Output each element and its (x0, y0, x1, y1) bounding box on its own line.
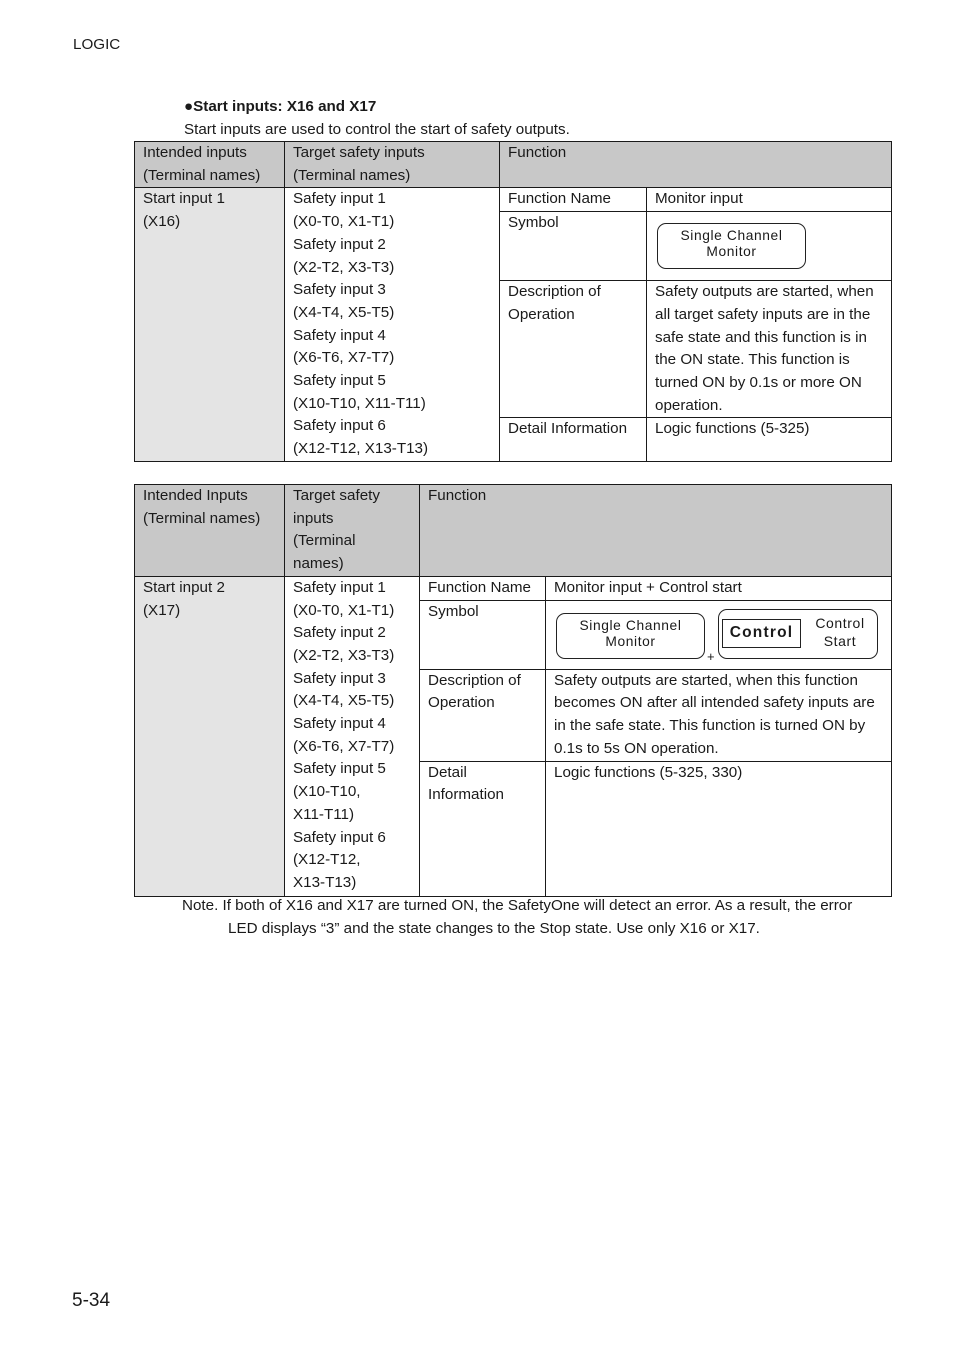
running-header: LOGIC (73, 36, 121, 53)
control-start-text: Control Start (815, 614, 865, 649)
single-channel-monitor-symbol: Single Channel Monitor (556, 613, 705, 659)
section-title: ●Start inputs: X16 and X17 (184, 98, 377, 115)
intended-input-cell: Start input 2 (X17) (135, 576, 285, 896)
detail-info-label: Detail Information (500, 418, 647, 462)
start-input-2-table (134, 484, 892, 897)
note (182, 895, 892, 940)
detail-info-value: Logic functions (5-325, 330) (546, 761, 892, 896)
page-number: 5-34 (72, 1290, 111, 1311)
control-start-symbol (718, 609, 878, 659)
section-intro: Start inputs are used to control the start of safety outputs. (184, 121, 570, 138)
symbol-cell (546, 600, 892, 669)
detail-info-label: Detail Information (420, 761, 546, 896)
function-name-label: Function Name (420, 576, 546, 600)
plus-sign: + (707, 648, 715, 664)
single-channel-monitor-symbol: Single Channel Monitor (657, 223, 806, 269)
col-header-target-inputs: Target safety inputs (Terminal names) (285, 142, 500, 188)
target-inputs-cell: Safety input 1 (X0-T0, X1-T1) Safety input 2 (X2-T2, X3-T3) Safety input 3 (X4-T4, X5-T5) Safety input 4 (X6-T6, X7-T7) Safety input 5 (X10-T10, X11-T11) Safety input 6 (X12-T12, X13-T13) (285, 576, 420, 896)
description-label: Description of Operation (420, 669, 546, 761)
col-header-intended-inputs: Intended Inputs (Terminal names) (135, 485, 285, 577)
description-value: Safety outputs are started, when all target safety inputs are in the safe state and this function is in the ON state. This function is turned ON by 0.1s or more ON operation. (647, 281, 892, 418)
start-input-1-table (134, 141, 892, 462)
note-line-1: Note. If both of X16 and X17 are turned ON, the SafetyOne will detect an error. As a result, the error (182, 897, 853, 914)
function-name-label: Function Name (500, 188, 647, 212)
col-header-target-inputs: Target safety inputs (Terminal names) (285, 485, 420, 577)
symbol-cell (647, 212, 892, 281)
intended-input-cell: Start input 1 (X16) (135, 188, 285, 462)
function-name-value: Monitor input + Control start (546, 576, 892, 600)
detail-info-value: Logic functions (5-325) (647, 418, 892, 462)
col-header-function: Function (420, 485, 892, 577)
control-label: Control (722, 619, 801, 648)
note-line-2: LED displays “3” and the state changes to the Stop state. Use only X16 or X17. (228, 919, 760, 937)
description-label: Description of Operation (500, 281, 647, 418)
symbol-label: Symbol (500, 212, 647, 281)
target-inputs-cell: Safety input 1 (X0-T0, X1-T1) Safety input 2 (X2-T2, X3-T3) Safety input 3 (X4-T4, X5-T5) Safety input 4 (X6-T6, X7-T7) Safety input 5 (X10-T10, X11-T11) Safety input 6 (X12-T12, X13-T13) (285, 188, 500, 462)
col-header-intended-inputs: Intended inputs (Terminal names) (135, 142, 285, 188)
function-name-value: Monitor input (647, 188, 892, 212)
description-value: Safety outputs are started, when this function becomes ON after all intended safety inputs are in the safe state. This function is turned ON by 0.1s to 5s ON operation. (546, 669, 892, 761)
col-header-function: Function (500, 142, 892, 188)
symbol-label: Symbol (420, 600, 546, 669)
